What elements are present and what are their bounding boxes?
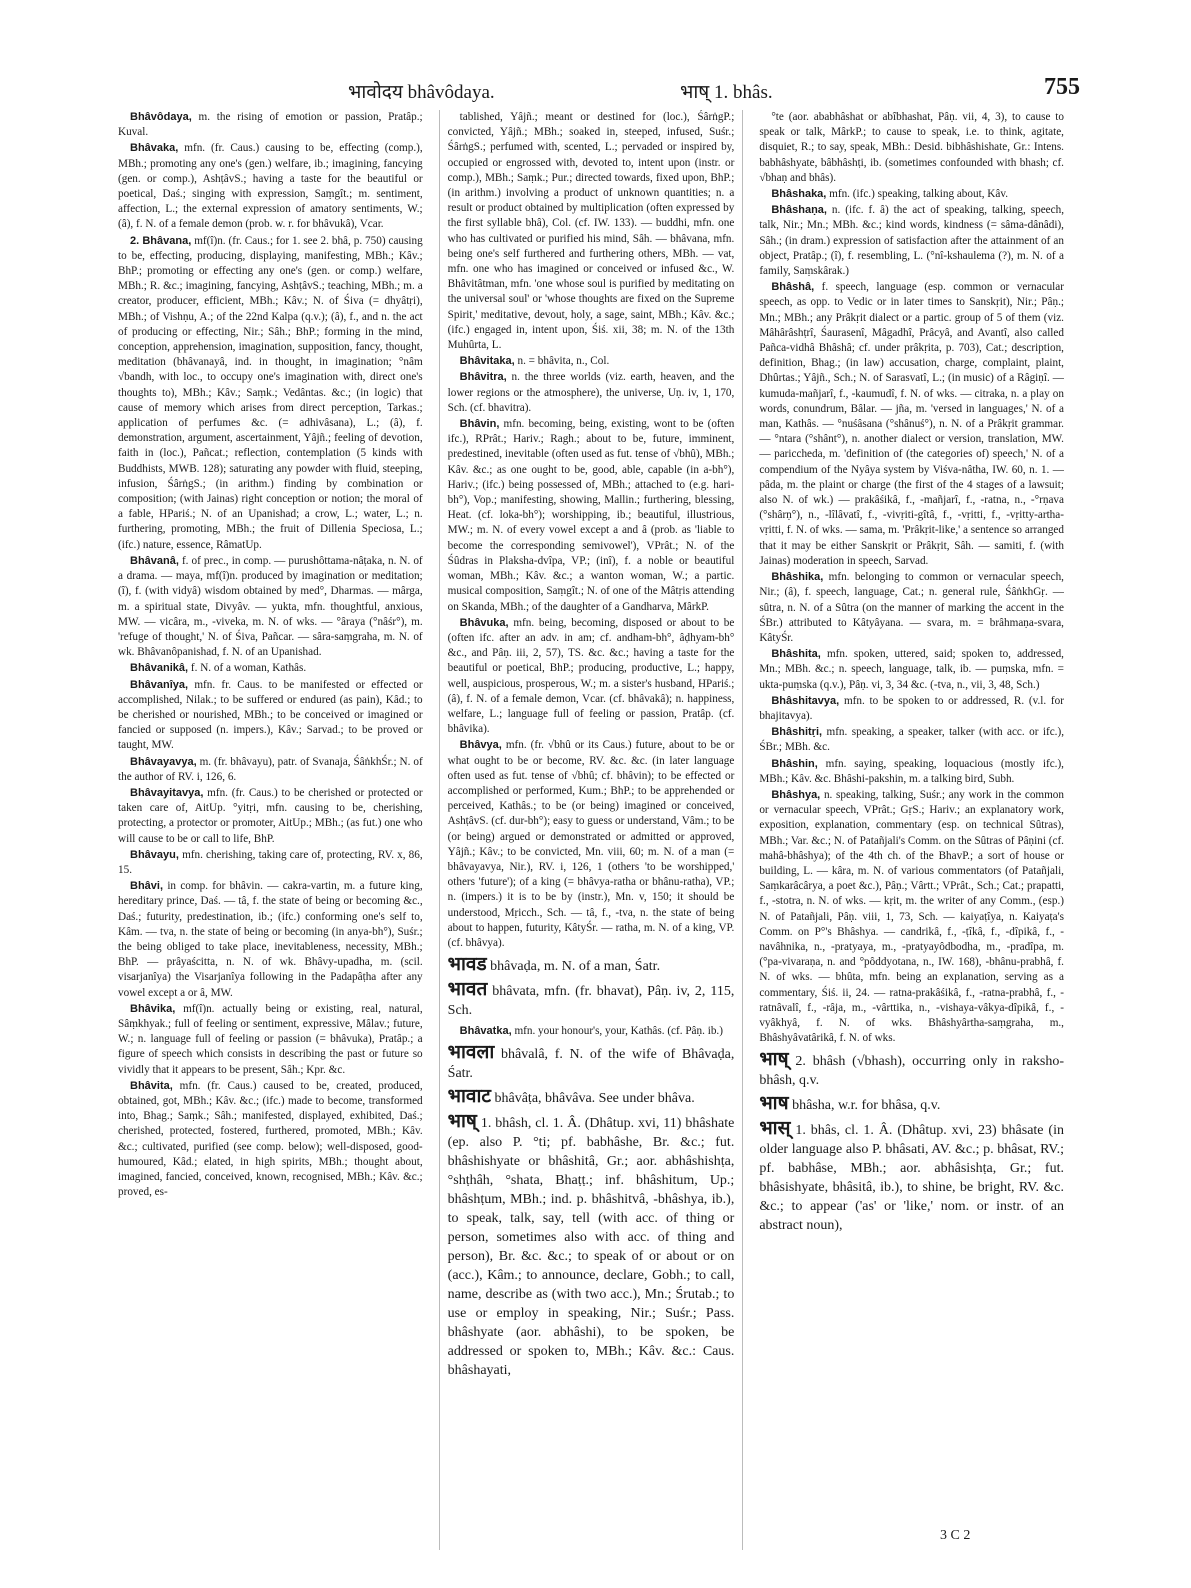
entry-definition: in comp. for bhâvin. — cakra-vartin, m. a future king, hereditary prince, Daś. — tâ, f. the state of being or becoming &c., Daś.; futurity, predestination, ib.; (ifc.) conforming one's self to, Kâm. — tva, n. the state of being or becoming (in anya-bh°), Suśr.; the being obliged to take place, inevitableness, necessity, MBh.; BhP. — prâyaścitta, n. N. of wk. Bhâvy-upadha, m. (scil. visarjanîya) the Visarjanîya following in the Padapâṭha after any vowel except a or â, MW. xyxy=(118,880,423,999)
dictionary-entry xyxy=(118,1079,423,1201)
dictionary-entry xyxy=(118,786,423,847)
entry-headword: भाष् xyxy=(447,1110,477,1133)
dictionary-entry xyxy=(118,554,423,660)
dictionary-entry xyxy=(448,1024,735,1039)
dictionary-entry xyxy=(448,1043,735,1083)
dictionary-entry xyxy=(118,234,423,553)
entry-headword: Bhâshika, xyxy=(771,571,824,584)
dictionary-entry xyxy=(448,1112,735,1380)
entry-definition: mfn. your honour's, your, Kathâs. (cf. Pâṇ. ib.) xyxy=(514,1025,723,1038)
dictionary-entry xyxy=(118,110,423,140)
dictionary-entry xyxy=(759,203,1064,279)
entry-headword: भाष xyxy=(759,1092,789,1115)
entry-headword: Bhâshitavya, xyxy=(771,694,840,707)
dictionary-entry xyxy=(448,417,735,615)
entry-definition: 2. bhâsh (√bhash), occurring only in raksho-bhâsh, q.v. xyxy=(759,1054,1064,1089)
entry-headword: Bhâshitṛi, xyxy=(771,726,823,739)
dictionary-entry xyxy=(759,725,1064,755)
dictionary-entry xyxy=(448,980,735,1020)
dictionary-entry xyxy=(448,370,735,416)
entry-headword: भावला xyxy=(447,1041,495,1064)
entry-headword: Bhâvatka, xyxy=(459,1025,512,1038)
entry-headword: Bhâvuka, xyxy=(459,616,509,629)
dictionary-entry xyxy=(448,110,735,353)
entry-definition: mfn. becoming, being, existing, wont to be (often ifc.), RPrât.; Hariv.; Ragh.; about to be, future, imminent, predestined, inevitable (often used as fut. tense of √bhû), MBh.; Kâv. &c.; as one ought to be, good, able, capable (in a-bh°), Hariv.; (ifc.) being possessed of, MBh.; attached to (e.g. hari-bh°), Vop.; manifesting, showing, Mallin.; furthering, blessing, Heat. (cf. loka-bh°); worshipping, ib.; beautiful, illustrious, MW.; m. N. of every vowel except a and â (prob. as 'liable to become the corresponding semivowel'), VPrât.; N. of the Śûdras in Plaksha-dvîpa, VP.; (inî), f. a noble or beautiful woman, MBh.; Kâv. &c.; a wanton woman, W.; a partic. musical composition, Saṃgît.; N. of one of the Mâtṛis attending on Skanda, MBh.; of the daughter of a Gandharva, MârkP. xyxy=(447,418,735,613)
entry-headword: भावाट xyxy=(447,1085,491,1108)
entry-definition: mfn. speaking, a speaker, talker (with acc. or ifc.), ŚBr.; MBh. &c. xyxy=(759,726,1064,754)
entry-definition: mf(î)n. (fr. Caus.; for 1. see 2. bhâ, p. 750) causing to be, effecting, producing, displaying, manifesting, MBh.; Kâv.; BhP.; promoting or effecting any one's (gen. or comp.) welfare, MBh.; R. &c.; imagining, fancying, AshṭâvS.; teaching, MBh.; m. a creator, producer, efficient, MBh.; Kâv.; N. of Śiva (= dhyâtṛi), MBh.; of Vishṇu, A.; of the 22nd Kalpa (q.v.); (â), f., and n. the act of producing or effecting, Nir.; Sâh.; BhP.; forming in the mind, conception, apprehension, imagination, supposition, fancy, thought, meditation (bhâvanayâ, ind. in thought, in imagination; °nâm √bandh, with loc., to occupy one's imagination with, direct one's thoughts to), MBh.; Kâv.; Saṃk.; Vedântas. &c.; (in logic) that cause of memory which arises from direct perception, Tarkas.; application of perfumes &c. (= adhivâsana), L.; (â), f. demonstration, argument, ascertainment, Yâjñ.; feeling of devotion, faith in (loc.), Pañcat.; reflection, contemplation (5 kinds with Buddhists, MWB. 128); saturating any powder with fluid, steeping, infusion, ŚârṅgS.; (in arithm.) finding by combination or composition; (with Jainas) right conception or notion; the moral of a fable, HPariś.; N. of an Upanishad; a crow, L.; water, L.; n. furthering, promoting, MBh.; the fruit of Dillenia Speciosa, L.; (ifc.) nature, essence, RâmatUp. xyxy=(118,234,423,551)
entry-definition: f. N. of a woman, Kathâs. xyxy=(190,662,307,675)
column-middle xyxy=(439,110,744,1550)
dictionary-entry xyxy=(448,616,735,738)
entry-definition: mfn. belonging to common or vernacular speech, Nir.; (â), f. speech, language, Cat.; n. general rule, ŚâṅkhGṛ. — sûtra, n. N. of a Sûtra (on the manner of marking the accent in the ŚBr.) attributed to Kâtyâyana. — svara, m. = brâhmaṇa-svara, KâtyŚr. xyxy=(759,571,1064,644)
dictionary-entry xyxy=(118,755,423,785)
entry-definition: 1. bhâsh, cl. 1. Â. (Dhâtup. xvi, 11) bhâshate (ep. also P. °ti; pf. babhâshe, Br. &c.; fut. bhâshishyate or bhâshitâ, Gr.; aor. abhâshishṭa, °shṭhâh, °shata, Bhaṭṭ.; inf. bhâshitum, Up.; bhâshṭum, MBh.; ind. p. bhâshitvâ, -bhâshya, ib.), to speak, talk, say, tell (with acc. of thing or person, sometimes also with acc. of thing and person), Br. &c. &c.; to speak of or about or on (acc.), Kâm.; to announce, declare, Gobh.; to call, name, describe as (with two acc.), Mn.; Śrutab.; to use or employ in speaking, Nir.; Suśr.; Pass. bhâshyate (aor. abhâshi), to be spoken, be addressed or spoken to, MBh.; Kâv. &c.: Caus. bhâshayati, xyxy=(447,1116,735,1379)
dictionary-entry xyxy=(118,141,423,232)
entry-definition: mfn. (ifc.) speaking, talking about, Kâv. xyxy=(829,188,1009,201)
dictionary-entry xyxy=(759,110,1064,186)
entry-headword: भाष् xyxy=(759,1048,789,1071)
entry-definition: f. of prec., in comp. — purushôttama-nâṭaka, n. N. of a drama. — maya, mf(î)n. produced by imagination or meditation; (î), f. (with vidyâ) wisdom obtained by med°, Dharmas. — mârga, m. a spiritual state, Divyâv. — yukta, mfn. thoughtful, anxious, MW. — vicâra, m., -viveka, m. N. of wks. — °âraya (°nâśr°), m. 'refuge of thought,' N. of Śiva, Pañcar. — sâra-saṃgraha, m. N. of wk. Bhâvanôpanishad, f. N. of an Upanishad. xyxy=(118,554,423,659)
entry-definition: n. speaking, talking, Suśr.; any work in the common or vernacular speech, VPrât.; GṛS.; Hariv.; an explanatory work, exposition, explanation, commentary (esp. on technical Sûtras), MBh.; Var. &c.; N. of Patañjali's Comm. on the Sûtras of Pâṇini (cf. mahâ-bhâshya); of the 4th ch. of the BhavP.; a sort of house or building, L. — kâra, m. N. of various commentators (of Patañjali, Saṃkarâcârya, a poet &c.), Pâṇ.; Vârtt.; VPrât., Sch.; Cat.; prapatti, f., -stotra, n. N. of wks. — kṛit, m. the writer of any Comm., (esp.) N. of Patañjali, Pâṇ. viii, 1, 73, Sch. — kaiyaṭîya, n. Kaiyaṭa's Comm. on P°'s Bhâshya. — candrikâ, f., -ṭîkâ, f., -dîpikâ, f., -navâhnika, n., -pratyaya, m., -pratyayôdbodha, m., -pradîpa, m. (°pa-vivaraṇa, n. and °pôddyotana, n., IW. 168), -bhânu-prabhâ, f. N. of wks. — bhûta, mfn. being an explanation, serving as a commentary, Śiś. ii, 24. — ratna-prakâśikâ, f., -ratna-prabhâ, f., -ratnâvalî, f., -râja, m., -vârttika, n., -vishaya-vâkya-dîpikâ, f., -vyâkhyâ, f. N. of wks. Bhâshyârtha-saṃgraha, m., Bhâshyâvatârikâ, f. N. of wks. xyxy=(759,788,1064,1045)
entry-definition: °te (aor. ababhâshat or abîbhashat, Pâṇ. vii, 4, 3), to cause to speak or talk, MârkP.; to cause to speak, i.e. to think, agitate, disquiet, R.; to say, speak, MBh.: Desid. bibhâshishate, Gr.: Intens. babhâshyate, bâbhâshṭi, ib. (sometimes confounded with bhash; cf. √bhaṇ and bhâs). xyxy=(759,111,1064,184)
entry-headword: Bhâvita, xyxy=(130,1079,173,1092)
dictionary-entry xyxy=(118,678,423,754)
entry-definition: mfn. (fr. Caus.) causing to be, effecting (comp.), MBh.; promoting any one's (gen.) welfare, ib.; imagining, fancying (gen. or comp.), AshṭâvS.; having a taste for the beautiful or poetical, Daś.; singing with expression, Saṃgît.; m. sentiment, affection, L.; the external expression of amatory sentiments, W.; (â), f. N. of a female demon (prob. w. r. for bhâvukâ), Vcar. xyxy=(118,142,423,231)
entry-headword: Bhâvayu, xyxy=(130,848,179,861)
dictionary-entry xyxy=(118,879,423,1001)
dictionary-entry xyxy=(759,1050,1064,1090)
dictionary-entry xyxy=(448,738,735,951)
dictionary-entry xyxy=(118,1002,423,1078)
entry-headword: Bhâshaka, xyxy=(771,188,827,201)
entry-definition: bhâvata, mfn. (fr. bhavat), Pâṇ. iv, 2, 115, Sch. xyxy=(447,984,735,1019)
dictionary-entry xyxy=(759,187,1064,202)
entry-headword: Bhâvika, xyxy=(130,1002,176,1015)
entry-headword: Bhâvi, xyxy=(130,880,164,893)
entry-headword: Bhâvayavya, xyxy=(130,755,197,768)
dictionary-entry xyxy=(759,570,1064,646)
entry-headword: Bhâvin, xyxy=(459,418,500,431)
signature-mark: 3 C 2 xyxy=(940,1528,971,1543)
dictionary-entry xyxy=(759,788,1064,1046)
entry-headword: Bhâshin, xyxy=(771,757,818,770)
entry-definition: 1. bhâs, cl. 1. Â. (Dhâtup. xvi, 23) bhâsate (in older language also P. bhâsati, AV. &c.; p. bhâsat, RV.; pf. babhâse, MBh.; aor. abhâsishṭa, Gr.; fut. bhâsishyate, bhâsitâ, ib.), to shine, be bright, RV. &c. &c.; to appear ('as' or 'like,' nom. or instr. of an abstract noun), xyxy=(759,1123,1064,1234)
entry-headword: Bhâshya, xyxy=(771,788,821,801)
entry-headword: भास् xyxy=(759,1117,791,1140)
entry-headword: Bhâshita, xyxy=(771,648,821,661)
entry-headword: Bhâvitra, xyxy=(459,371,507,384)
dictionary-columns xyxy=(118,110,1064,1550)
entry-definition: mfn. saying, speaking, loquacious (mostly ifc.), MBh.; Kâv. &c. Bhâshi-pakshin, m. a talking bird, Subh. xyxy=(759,757,1064,785)
entry-definition: n. = bhâvita, n., Col. xyxy=(517,355,610,368)
entry-definition: m. the rising of emotion or passion, Pratâp.; Kuval. xyxy=(118,111,423,139)
column-left xyxy=(118,110,423,1550)
dictionary-entry xyxy=(448,955,735,976)
header-left-guideword: भावोदय bhâvôdaya. xyxy=(348,82,495,103)
entry-headword: 2. Bhâvana, xyxy=(130,234,192,247)
entry-definition: mfn. fr. Caus. to be manifested or effected or accomplished, Nilak.; to be suffered or endured (as pain), Kâd.; to be cherished or nourished, MBh.; to be conceived or imagined or fancied or supposed (n. impers.), Kâv.; Sarvad.; to be proved or taught, MW. xyxy=(118,678,423,752)
entry-headword: भावत xyxy=(447,978,488,1001)
entry-definition: mfn. to be spoken to or addressed, R. (v.l. for bhajitavya). xyxy=(759,694,1064,722)
entry-headword: भावड xyxy=(447,953,487,976)
dictionary-entry xyxy=(759,1094,1064,1115)
entry-definition: n. the three worlds (viz. earth, heaven, and the lower regions or the atmosphere), the universe, Uṇ. iv, 1, 170, Sch. (cf. bhavitra). xyxy=(447,371,735,414)
entry-headword: Bhâvôdaya, xyxy=(130,111,192,123)
entry-definition: tablished, Yâjñ.; meant or destined for (loc.), ŚârṅgP.; convicted, Yâjñ.; MBh.; soaked in, steeped, infused, Suśr.; ŚârṅgS.; perfumed with, scented, L.; pervaded or inspired by, occupied or engrossed with, devoted to, intent upon (instr. or comp.), MBh.; Saṃk.; Pur.; directed towards, fixed upon, BhP.; (in arithm.) involving a product of unknown quantities; n. a result or product obtained by multiplication (often expressed by the first syllable bhâ), Col. (cf. IW. 133). — buddhi, mfn. one who has cultivated or purified his mind, Sâh. — bhâvana, mfn. being one's self furthered and furthering others, MBh. — vat, mfn. one who has imagined or conceived or infused &c., W. Bhâvitâtman, mfn. 'one whose soul is purified by meditating on the universal soul' or 'whose thoughts are fixed on the Supreme Spirit,' meditative, devout, holy, a sage, saint, MBh.; Kâv. &c.; (ifc.) engaged in, intent upon, Śiś. xii, 38; m. N. of the 13th Muhûrta, L. xyxy=(447,111,735,352)
dictionary-entry xyxy=(448,354,735,369)
entry-definition: mfn. spoken, uttered, said; spoken to, addressed, Mn.; MBh. &c.; n. speech, language, talk, ib. — puṃska, mfn. = ukta-puṃska (q.v.), Pâṇ. vi, 3, 34 &c. (-tva, n., vii, 3, 48, Sch.) xyxy=(759,648,1064,691)
dictionary-entry xyxy=(759,1119,1064,1235)
entry-definition: mfn. (fr. √bhû or its Caus.) future, about to be or what ought to be or become, RV. &c. &c. (in later language often used as fut. tense of √bhû; cf. bhâvin); to be effected or accomplished or performed, Kum.; BhP.; to be apprehended or perceived, Kathâs.; to be (or being) imagined or conceived, AshṭâvS. (cf. dur-bh°); easy to guess or understand, Vâm.; to be (or being) argued or demonstrated or admitted or approved, Yâjñ.; Kâv.; to be convicted, Mn. viii, 60; m. N. of a man (= bhâvayavya, Nir.), RV. i, 126, 1 (others 'to be worshipped,' others 'future'); of a king (= bhâvya-ratha or bhânu-ratha), VP.; n. (impers.) it is to be by (instr.), Mn. v, 150; it should be understood, Mṛicch., Sch. — tâ, f., -tva, n. the state of being about to happen, futurity, KâtyŚr. — ratha, m. N. of a king, VP. (cf. bhâvya). xyxy=(447,739,735,949)
entry-definition: mfn. cherishing, taking care of, protecting, RV. x, 86, 15. xyxy=(118,848,423,876)
entry-headword: Bhâvaka, xyxy=(130,142,179,155)
entry-headword: Bhâvya, xyxy=(459,739,502,752)
entry-headword: Bhâvanikâ, xyxy=(130,662,189,675)
entry-headword: Bhâvanâ, xyxy=(130,554,179,567)
column-right xyxy=(759,110,1064,1550)
entry-definition: f. speech, language (esp. common or vernacular speech, as opp. to Vedic or in later times to Sanskṛit), Nir.; Pâṇ.; Mn.; MBh.; any Prâkṛit dialect or a partic. group of 5 of them (viz. Mâhârâshṭrî, Śaurasenî, Mâgadhî, Prâcyâ, and Avantî, also called Pañca-vidhâ Bhâshâ; cf. under prâkṛita, p. 703), Cat.; description, definition, Bhag.; (in law) accusation, charge, complaint, plaint, Dhûrtas.; Yâjñ., Sch.; N. of Sarasvatî, L.; (in music) of a Râgiṇî. — kumuda-mañjarî, f., -kaumudî, f. N. of wks. — citraka, n. a play on words, conundrum, Bâlar. — jña, m. 'versed in languages,' N. of a man, Kathâs. — °nuśâsana (°shânuś°), n. N. of a Prâkṛit grammar. — °ntara (°shânt°), n. another dialect or version, translation, MW. — pariccheda, m. 'definition of (the categories of) speech,' N. of a compendium of the Nyâya system by Viśva-nâtha, IW. 60, n. 1. — pâda, m. the plaint or charge (the first of the 4 stages of a lawsuit; also N. of wk.) — prakâśikâ, f., -mañjarî, f., -ratna, n., -°rṇava (°shârṇ°), n., -lîlâvatî, f., -vivṛiti-gîtâ, f., -vṛitti, f., -vṛitty-artha-vṛitti, f. N. of wks. — sama, m. 'Prâkṛit-like,' a sentence so arranged that it may be either Sanskṛit or Prâkṛit, Sâh. — samiti, f. (with Jainas) moderation in speech, Sarvad. xyxy=(759,281,1064,567)
entry-definition: mfn. (fr. Caus.) caused to be, created, produced, obtained, got, MBh.; Kâv. &c.; (ifc.) made to become, transformed into, Bhag.; Saṃk.; Sâh.; manifested, displayed, exhibited, Daś.; cherished, protected, fostered, furthered, promoted, MBh.; Kâv. &c.; cultivated, purified (see comp. below); well-disposed, good-humoured, Kâd.; elated, in high spirits, MBh.; thought about, imagined, fancied, conceived, known, recognised, MBh.; Kâv. &c.; proved, es- xyxy=(118,1079,423,1199)
entry-headword: Bhâvanîya, xyxy=(130,678,189,691)
header-center-guideword: भाष् 1. bhâs. xyxy=(680,82,773,103)
dictionary-entry xyxy=(759,280,1064,569)
entry-definition: bhâvaḍa, m. N. of a man, Śatr. xyxy=(490,959,661,975)
page-header xyxy=(120,74,1080,106)
entry-definition: mfn. being, becoming, disposed or about to be (often ifc. after an adv. in am; cf. andham-bh°, âḍhyam-bh° &c., and Pâṇ. iii, 2, 57), TS. &c. &c.; having a taste for the beautiful or poetical, BhP.; producing, productive, L.; happy, well, auspicious, prosperous, W.; m. a sister's husband, HPariś.; (â), f. N. of a female demon, Vcar. (cf. bhâvakâ); n. happiness, welfare, L.; language full of feeling or passion, Pratâp. (cf. bhâvika). xyxy=(447,616,735,736)
entry-definition: mfn. (fr. Caus.) to be cherished or protected or taken care of, AitUp. °yitṛi, mfn. causing to be, cherishing, protecting, a protector or promoter, AitUp.; MBh.; (as fut.) one who will cause to be or call to life, BhP. xyxy=(118,786,423,845)
entry-headword: Bhâshâ, xyxy=(771,281,815,294)
entry-definition: bhâsha, w.r. for bhâsa, q.v. xyxy=(792,1098,941,1114)
entry-definition: mf(î)n. actually being or existing, real, natural, Sâṃkhyak.; full of feeling or sentiment, expressive, Mâlav.; future, W.; n. language full of feeling or passion (= bhâvuka), Pratâp.; a figure of speech which consists in describing the past or future so vividly that it appears to be present, Sâh.; Kpr. &c. xyxy=(118,1002,423,1076)
dictionary-entry xyxy=(759,757,1064,787)
dictionary-entry xyxy=(118,848,423,878)
dictionary-entry xyxy=(118,661,423,676)
dictionary-entry xyxy=(759,647,1064,693)
entry-definition: bhâvalâ, f. N. of the wife of Bhâvaḍa, Śatr. xyxy=(447,1047,735,1082)
entry-headword: Bhâvitaka, xyxy=(459,355,515,368)
dictionary-entry xyxy=(448,1087,735,1108)
entry-definition: n. (ifc. f. â) the act of speaking, talking, speech, talk, Nir.; Mn.; MBh. &c.; kind words, kindness (= sâma-dânâdi), Sâh.; (in dram.) expression of satisfaction after the attainment of an object, Pratâp.; (î), f. resembling, L. (°nî-kshaulema (?), m. N. of a family, Saṃskârak.) xyxy=(759,204,1064,278)
dictionary-entry xyxy=(759,694,1064,724)
page-number: 755 xyxy=(1044,74,1080,100)
entry-definition: bhâvâṭa, bhâvâva. See under bhâva. xyxy=(494,1091,695,1107)
entry-headword: Bhâshaṇa, xyxy=(771,204,827,217)
entry-definition: m. (fr. bhâvayu), patr. of Svanaja, ŚâṅkhŚr.; N. of the author of RV. i, 126, 6. xyxy=(118,755,423,783)
entry-headword: Bhâvayitavya, xyxy=(130,786,204,799)
